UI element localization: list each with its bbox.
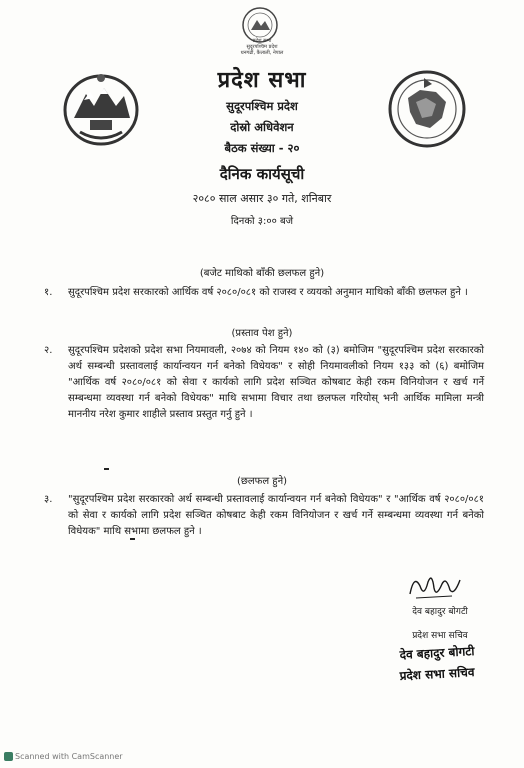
item-text: सुदूरपश्चिम प्रदेशको प्रदेश सभा नियमावली, २०७४ को नियम १४० को (३) बमोजिम "सुदूरपश्चिम प्रदेश सरकारको अर्थ सम्बन्धी प्रस्तावलाई कार्यान्वयन गर्न बनेको विधेयक" र सोही नियमावलीको नियम १३३ को (६) बमोजिम "आर्थिक वर्ष २०८०/०८१ को सेवा र कार्यको लागि प्रदेश सञ्चित कोषबाट केही रकम विनियोजन र खर्च गर्ने सम्बन्धमा व्यवस्था गर्न बनेको विधेयक" माथि सभामा विचार तथा छलफल गरियोस् भनी आर्थिक मामिला मन्त्री माननीय नरेश कुमार शाहीले प्रस्ताव प्रस्तुत गर्नु हुने । xyxy=(68,345,484,420)
province-name: सुदूरपश्चिम प्रदेश xyxy=(226,99,298,113)
logo-caption-text: प्रदेश सभा सुदूरपश्चिम प्रदेश धनगढी, कैलाली, नेपाल xyxy=(240,38,284,56)
item-heading: (प्रस्ताव पेश हुने) xyxy=(231,328,293,339)
signature-icon xyxy=(404,568,464,602)
logo-caption xyxy=(220,38,304,56)
signatory-name: देव बहादुर बोगटी xyxy=(412,607,468,617)
divider-mark xyxy=(104,468,109,470)
item-text: सुदूरपश्चिम प्रदेश सरकारको आर्थिक वर्ष २०८०/०८१ को राजस्व र व्ययको अनुमान माथिको बाँकी छलफल हुने । xyxy=(68,287,468,298)
camscanner-icon xyxy=(4,752,13,761)
item-number: २. xyxy=(44,345,53,356)
scanner-watermark xyxy=(4,752,123,761)
page-title: प्रदेश सभा xyxy=(217,68,307,93)
item-number: ३. xyxy=(44,494,53,505)
agenda-date: २०८० साल असार ३० गते, शनिबार xyxy=(192,192,332,205)
agenda-item xyxy=(44,343,484,423)
item-heading: (बजेट माथिको बाँकी छलफल हुने) xyxy=(199,268,325,279)
agenda-title: दैनिक कार्यसूची xyxy=(219,165,305,183)
session-label: दोस्रो अधिवेशन xyxy=(230,120,294,134)
meeting-number: बैठक संख्या - २० xyxy=(224,141,300,155)
item-number: १. xyxy=(44,287,53,298)
item-heading: (छलफल हुने) xyxy=(236,476,288,487)
agenda-item xyxy=(44,492,484,540)
scanner-text: Scanned with CamScanner xyxy=(15,752,123,761)
stamp-title: प्रदेश सभा सचिव xyxy=(399,665,475,683)
signatory-title: प्रदेश सभा सचिव xyxy=(412,631,468,641)
agenda-time: दिनको ३:०० बजे xyxy=(230,216,294,227)
agenda-item xyxy=(44,285,484,301)
item-text: "सुदूरपश्चिम प्रदेश सरकारको अर्थ सम्बन्धी प्रस्तावलाई कार्यान्वयन गर्न बनेको विधेयक" र "आर्थिक वर्ष २०८०/०८१ को सेवा र कार्यको लागि प्रदेश सञ्चित कोषबाट केही रकम विनियोजन र खर्च गर्ने सम्बन्धमा व्यवस्था गर्न बनेको विधेयक" माथि सभामा छलफल हुने । xyxy=(68,494,484,537)
stamp-name: देव बहादुर बोगटी xyxy=(399,644,475,662)
